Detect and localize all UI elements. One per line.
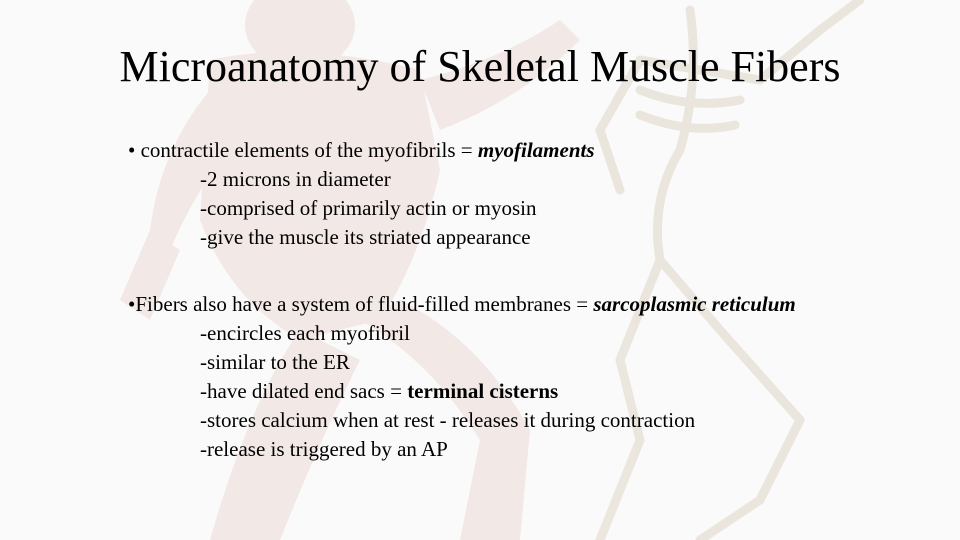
bullet-1-subpoint: -comprised of primarily actin or myosin xyxy=(200,196,537,220)
bullet-2-subpoint-text: -have dilated end sacs = xyxy=(200,379,408,403)
bullet-1-subpoint: -2 microns in diameter xyxy=(200,167,391,191)
bullet-2-subpoint: -stores calcium when at rest - releases it during contraction xyxy=(200,408,696,432)
bullet-1-line xyxy=(128,136,595,165)
bullet-2-marker: • xyxy=(128,292,136,316)
bullet-2-emphasis: sarcoplasmic reticulum xyxy=(593,292,796,316)
bullet-1-text: contractile elements of the myofibrils = xyxy=(140,138,478,162)
bullet-1-marker: • xyxy=(128,138,136,162)
slide-title: Microanatomy of Skeletal Muscle Fibers xyxy=(119,42,841,91)
bullet-2-subpoint xyxy=(200,377,558,406)
bullet-2-text: Fibers also have a system of fluid-filled membranes = xyxy=(135,292,594,316)
bullet-2-line xyxy=(128,290,796,319)
bullet-2-subpoint: -similar to the ER xyxy=(200,350,350,374)
bullet-1-subpoint: -give the muscle its striated appearance xyxy=(200,225,531,249)
bullet-1-emphasis: myofilaments xyxy=(477,138,595,162)
bullet-2-subpoint: -encircles each myofibril xyxy=(200,321,410,345)
bullet-2-subpoint: -release is triggered by an AP xyxy=(200,437,448,461)
bullet-2-subpoint-bold: terminal cisterns xyxy=(407,379,559,403)
